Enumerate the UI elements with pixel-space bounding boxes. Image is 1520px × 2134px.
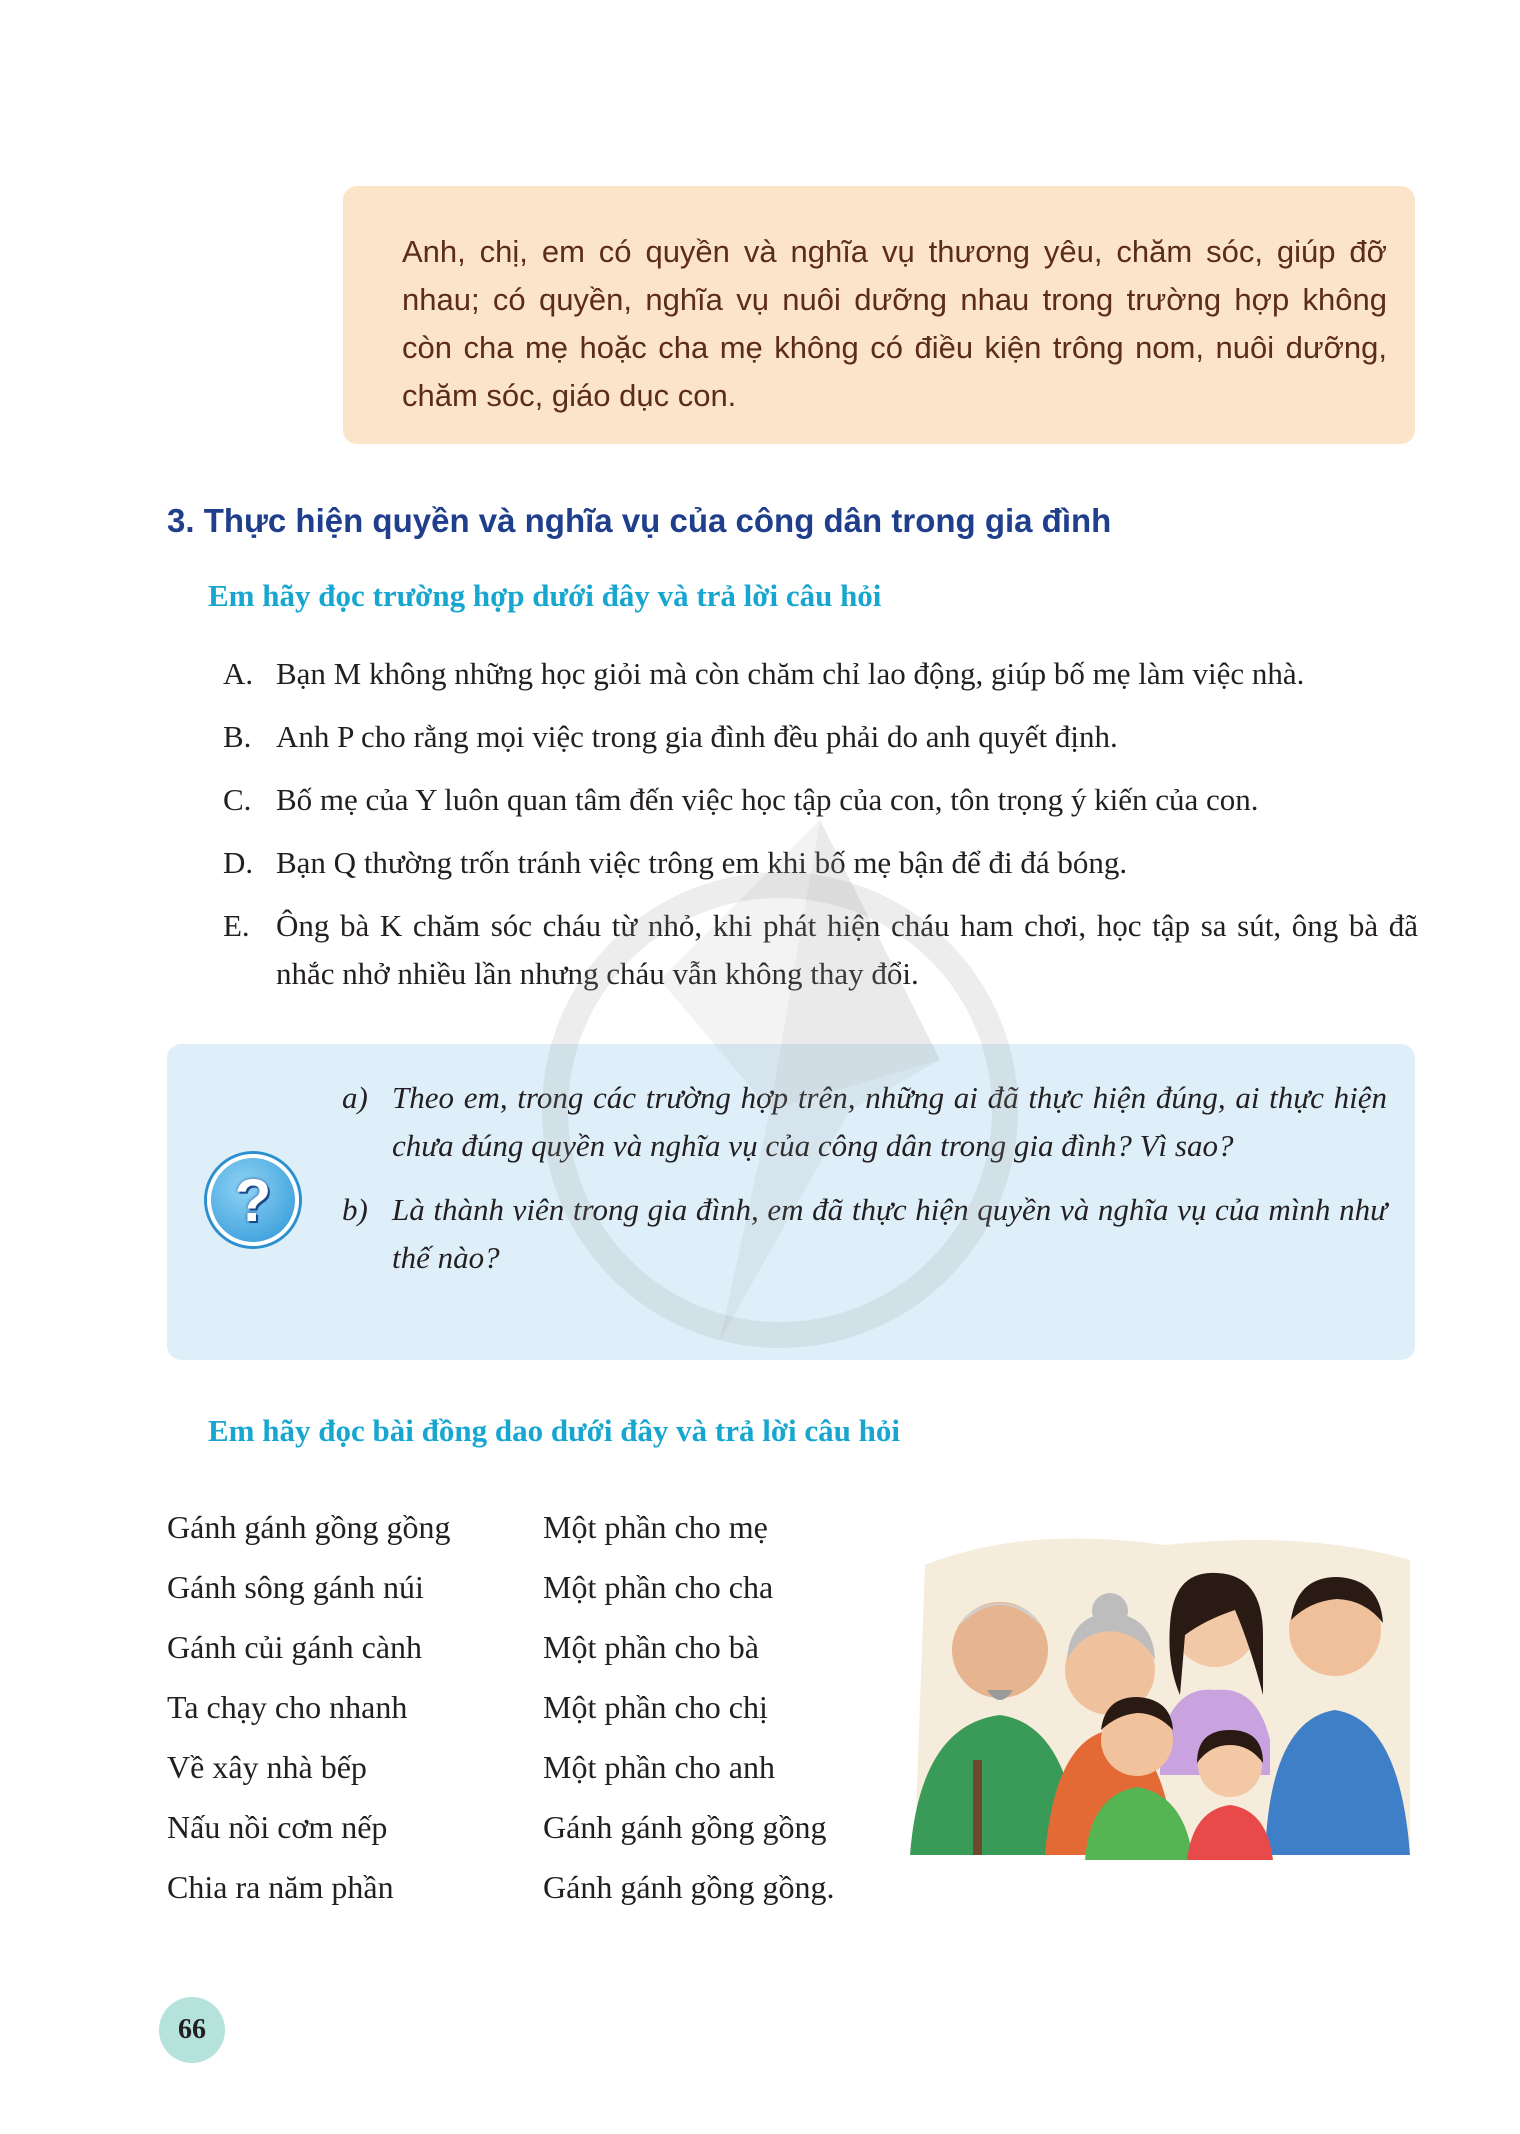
case-letter: B.	[223, 719, 252, 754]
info-box-text: Anh, chị, em có quyền và nghĩa vụ thương yêu, chăm sóc, giúp đỡ nhau; có quyền, nghĩa vụ nuôi dưỡng nhau trong trường hợp không còn cha mẹ hoặc cha mẹ không có điều kiện trông nom, nuôi dưỡng, chăm sóc, giáo dục con.	[402, 234, 1387, 413]
case-letter: D.	[223, 845, 254, 880]
poem-line: Gánh gánh gồng gồng	[167, 1509, 451, 1545]
case-item	[223, 776, 1418, 824]
case-text: Bố mẹ của Y luôn quan tâm đến việc học tập của con, tôn trọng ý kiến của con.	[276, 782, 1259, 817]
poem-line: Gánh sông gánh núi	[167, 1569, 424, 1605]
case-text: Bạn M không những học giỏi mà còn chăm chỉ lao động, giúp bố mẹ làm việc nhà.	[276, 656, 1305, 691]
poem-line: Nấu nồi cơm nếp	[167, 1809, 388, 1845]
poem-line: Về xây nhà bếp	[167, 1749, 367, 1785]
case-text: Anh P cho rằng mọi việc trong gia đình đều phải do anh quyết định.	[276, 719, 1118, 754]
poem-line: Ta chạy cho nhanh	[167, 1689, 408, 1725]
case-item	[223, 839, 1418, 887]
poem-line: Chia ra năm phần	[167, 1869, 394, 1905]
question-item	[342, 1074, 1387, 1170]
poem-right-column	[543, 1497, 835, 1917]
section-title: 3. Thực hiện quyền và nghĩa vụ của công dân trong gia đình	[167, 502, 1112, 539]
poem-heading: Em hãy đọc bài đồng dao dưới đây và trả lời câu hỏi	[208, 1413, 901, 1448]
poem-left-column	[167, 1497, 451, 1917]
case-letter: E.	[223, 908, 250, 943]
case-letter: C.	[223, 782, 252, 817]
question-text: Là thành viên trong gia đình, em đã thực hiện quyền và nghĩa vụ của mình như thế nào?	[392, 1192, 1387, 1275]
poem-line: Một phần cho cha	[543, 1569, 774, 1605]
family-illustration	[905, 1525, 1415, 1860]
case-letter: A.	[223, 656, 254, 691]
page-number: 66	[159, 1997, 225, 2063]
case-list	[223, 650, 1418, 1013]
case-text: Bạn Q thường trốn tránh việc trông em khi bố mẹ bận để đi đá bóng.	[276, 845, 1128, 880]
question-text: Theo em, trong các trường hợp trên, những ai đã thực hiện đúng, ai thực hiện chưa đúng quyền và nghĩa vụ của công dân trong gia đình? Vì sao?	[392, 1080, 1387, 1163]
poem-line: Một phần cho chị	[543, 1689, 768, 1725]
poem-line: Một phần cho bà	[543, 1629, 759, 1665]
poem-line: Gánh củi gánh cành	[167, 1629, 423, 1665]
question-mark-icon: ?	[207, 1154, 299, 1246]
poem-line: Một phần cho anh	[543, 1749, 775, 1785]
question-letter: a)	[342, 1080, 368, 1115]
cases-heading: Em hãy đọc trường hợp dưới đây và trả lời câu hỏi	[208, 578, 882, 613]
question-item	[342, 1186, 1387, 1282]
question-list	[342, 1074, 1387, 1298]
question-letter: b)	[342, 1192, 368, 1227]
case-item	[223, 713, 1418, 761]
poem-line: Một phần cho mẹ	[543, 1509, 768, 1545]
case-text: Ông bà K chăm sóc cháu từ nhỏ, khi phát hiện cháu ham chơi, học tập sa sút, ông bà đã nhắc nhở nhiều lần nhưng cháu vẫn không thay đổi.	[276, 908, 1418, 991]
case-item	[223, 650, 1418, 698]
info-box	[343, 186, 1415, 444]
poem-line: Gánh gánh gồng gồng	[543, 1809, 827, 1845]
case-item	[223, 902, 1418, 998]
poem-line: Gánh gánh gồng gồng.	[543, 1869, 835, 1905]
question-box	[167, 1044, 1415, 1360]
